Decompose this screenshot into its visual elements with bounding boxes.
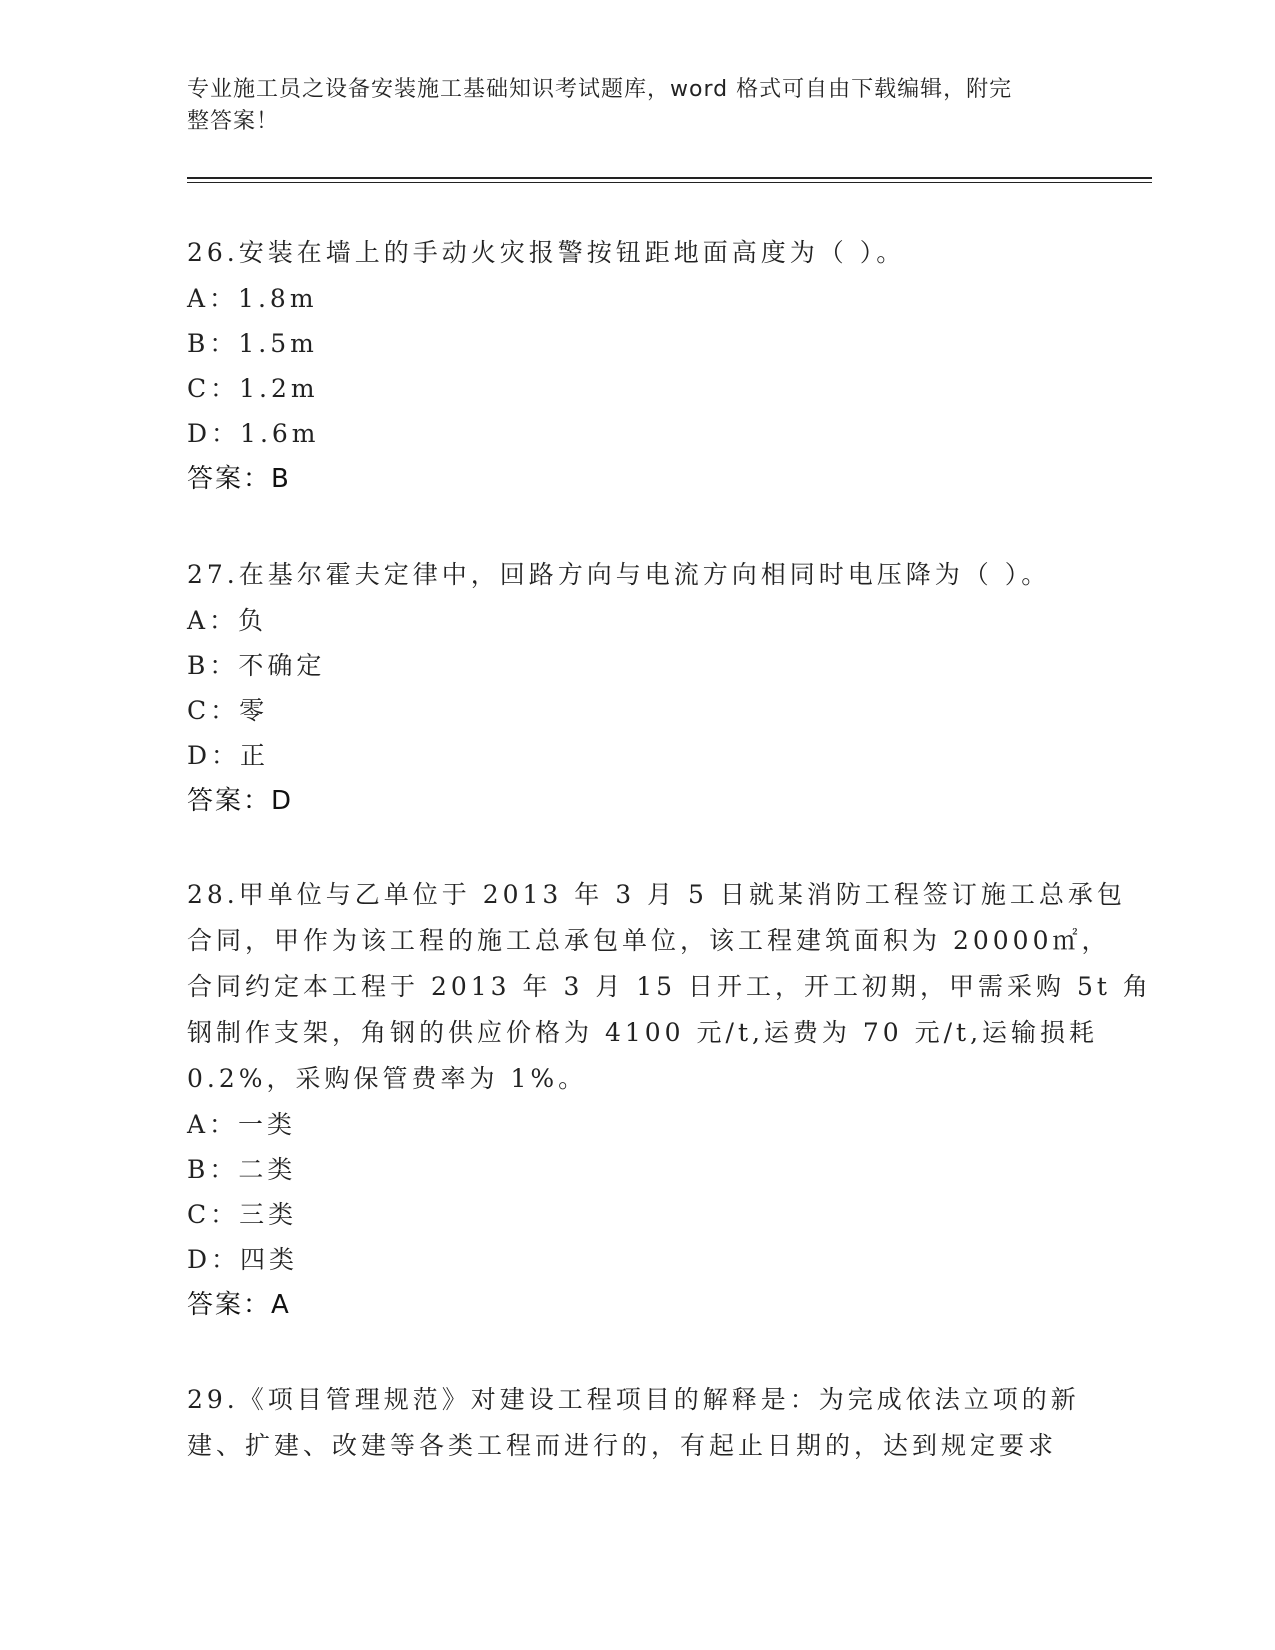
answer: 答案：B bbox=[187, 464, 291, 494]
header-divider-top bbox=[187, 177, 1152, 179]
question-text-line: 钢制作支架，角钢的供应价格为 4100 元/t,运费为 70 元/t,运输损耗 bbox=[187, 1018, 1099, 1047]
question-text: 26.安装在墙上的手动火灾报警按钮距地面高度为（ ）。 bbox=[187, 238, 906, 267]
header-divider-bottom bbox=[187, 182, 1152, 183]
option-a: A：一类 bbox=[187, 1110, 297, 1139]
option-c: C：1.2m bbox=[187, 374, 319, 403]
option-b: B：1.5m bbox=[187, 329, 318, 358]
option-d: D：1.6m bbox=[187, 419, 320, 448]
question-text-line: 28.甲单位与乙单位于 2013 年 3 月 5 日就某消防工程签订施工总承包 bbox=[187, 880, 1126, 909]
question-29 bbox=[187, 1377, 1087, 1469]
option-a: A：负 bbox=[187, 606, 268, 635]
answer: 答案：D bbox=[187, 786, 294, 816]
option-b: B：不确定 bbox=[187, 651, 326, 680]
header-line-2: 整答案！ bbox=[187, 109, 280, 134]
answer: 答案：A bbox=[187, 1290, 291, 1320]
question-27 bbox=[187, 552, 1087, 824]
question-text-line: 合同，甲作为该工程的施工总承包单位，该工程建筑面积为 20000㎡， bbox=[187, 926, 1111, 955]
document-header bbox=[187, 74, 1087, 138]
option-c: C：三类 bbox=[187, 1200, 298, 1229]
question-text-line: 29.《项目管理规范》对建设工程项目的解释是：为完成依法立项的新 bbox=[187, 1385, 1080, 1414]
question-text: 27.在基尔霍夫定律中，回路方向与电流方向相同时电压降为（ ）。 bbox=[187, 560, 1051, 589]
question-text-line: 0.2%，采购保管费率为 1%。 bbox=[187, 1064, 588, 1093]
header-line-1: 专业施工员之设备安装施工基础知识考试题库，word 格式可自由下载编辑，附完 bbox=[187, 77, 1013, 102]
question-28 bbox=[187, 872, 1152, 1328]
question-26 bbox=[187, 230, 1087, 502]
option-c: C：零 bbox=[187, 696, 269, 725]
option-d: D：正 bbox=[187, 741, 270, 770]
question-text-line: 合同约定本工程于 2013 年 3 月 15 日开工，开工初期，甲需采购 5t 角 bbox=[187, 972, 1152, 1001]
option-a: A：1.8m bbox=[187, 284, 318, 313]
option-d: D：四类 bbox=[187, 1245, 299, 1274]
question-text-line: 建、扩建、改建等各类工程而进行的，有起止日期的，达到规定要求 bbox=[187, 1431, 1058, 1460]
option-b: B：二类 bbox=[187, 1155, 297, 1184]
